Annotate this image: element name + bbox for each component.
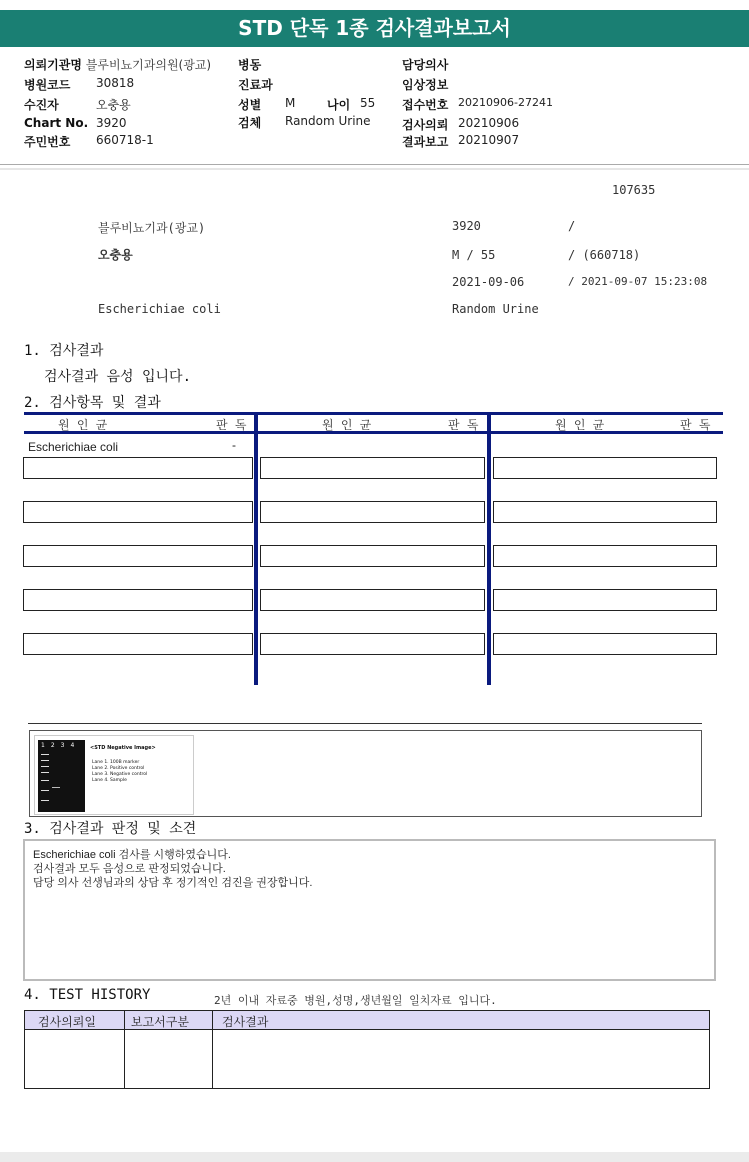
summary-chart: 3920	[452, 219, 481, 233]
chart-value: 3920	[96, 116, 127, 130]
summary-organism: Escherichiae coli	[98, 302, 221, 316]
result-cell	[260, 589, 485, 611]
gel-lane-3: 3	[60, 742, 71, 749]
col-result-1: 판 독	[216, 418, 247, 432]
id-value: 660718-1	[96, 133, 154, 147]
gel-band	[41, 754, 49, 755]
col-result-2: 판 독	[448, 418, 479, 432]
results-col-divider-1	[254, 412, 258, 685]
doctor-field	[402, 56, 448, 73]
gel-band	[52, 787, 60, 788]
history-col-result: 검사결과	[222, 1015, 269, 1029]
gel-legend-item: Lane 1. 100B marker	[92, 760, 140, 765]
results-header-rule	[24, 431, 723, 434]
institution-field	[24, 56, 211, 73]
specimen-value: Random Urine	[285, 114, 371, 128]
summary-patient: 오충용	[98, 248, 133, 262]
history-col-date: 검사의뢰일	[38, 1015, 96, 1029]
hospital-code-value: 30818	[96, 76, 135, 90]
result-cell	[260, 633, 485, 655]
results-col-divider-2	[487, 412, 491, 685]
gel-lane-4: 4	[70, 742, 81, 749]
summary-date-request: 2021-09-06	[452, 275, 525, 289]
sex-value: M	[285, 96, 296, 110]
dept-label: 진료과	[238, 78, 273, 92]
patient-label: 수진자	[24, 98, 59, 112]
history-body	[24, 1029, 710, 1089]
results-top-rule	[24, 412, 723, 415]
sex-label: 성별	[238, 98, 262, 112]
result-row-name: Escherichiae coli	[28, 440, 119, 454]
report-value: 20210907	[458, 133, 520, 147]
col-pathogen-3: 원 인 균	[555, 418, 605, 432]
opinion-line: 담당 의사 선생님과의 상담 후 정기적인 검진을 권장합니다.	[33, 877, 313, 889]
receipt-label: 접수번호	[402, 98, 449, 112]
section2-title: 2. 검사항목 및 결과	[24, 395, 161, 411]
result-cell	[260, 545, 485, 567]
section1-title: 1. 검사결과	[24, 343, 104, 359]
gel-legend	[92, 760, 147, 784]
report-number: 107635	[612, 183, 656, 197]
opinion-box	[23, 839, 716, 981]
col-pathogen-2: 원 인 균	[322, 418, 372, 432]
gel-lanes	[38, 740, 85, 812]
gel-legend-item: Lane 2. Positive control	[92, 766, 145, 771]
gel-lane-2: 2	[50, 742, 61, 749]
result-cell	[493, 633, 717, 655]
result-cell	[493, 457, 717, 479]
history-col-type: 보고서구분	[131, 1015, 189, 1029]
report-title: STD 단독 1종 검사결과보고서	[0, 10, 749, 47]
receipt-value: 20210906-27241	[458, 96, 553, 109]
chart-label: Chart No.	[24, 116, 89, 130]
gel-band	[41, 766, 49, 767]
result-cell	[23, 501, 253, 523]
age-label: 나이	[327, 98, 351, 112]
doctor-label: 담당의사	[402, 58, 449, 72]
section1-text: 검사결과 음성 입니다.	[44, 369, 192, 385]
gel-legend-item: Lane 4. Sample	[92, 778, 127, 783]
ward-field	[238, 56, 261, 73]
result-cell	[23, 589, 253, 611]
header-divider	[0, 164, 749, 165]
gel-divider	[28, 723, 702, 724]
gel-caption: <STD Negative Image>	[90, 745, 156, 751]
result-cell	[23, 633, 253, 655]
opinion-text	[25, 841, 714, 897]
result-cell	[260, 501, 485, 523]
opinion-line: Escherichiae coli 검사를 시행하였습니다.	[33, 849, 231, 861]
page-bottom-strip	[0, 1152, 749, 1162]
specimen-label: 검체	[238, 116, 262, 130]
institution-value: 블루비뇨기과의원(광교)	[85, 58, 212, 72]
gel-panel	[29, 730, 702, 817]
gel-band	[41, 800, 49, 801]
result-cell	[23, 545, 253, 567]
ward-label: 병동	[238, 58, 262, 72]
hospital-code-label: 병원코드	[24, 78, 71, 92]
age-value: 55	[360, 96, 376, 110]
history-col-divider	[212, 1010, 213, 1089]
gel-band	[41, 760, 49, 761]
gel-lane-labels	[41, 742, 80, 749]
hospital-code-field	[24, 76, 70, 93]
result-cell	[23, 457, 253, 479]
clinical-field	[402, 76, 448, 93]
result-cell	[260, 457, 485, 479]
header-divider-shadow	[0, 168, 749, 170]
result-cell	[493, 501, 717, 523]
section3-title: 3. 검사결과 판정 및 소견	[24, 821, 197, 837]
request-label: 검사의뢰	[402, 118, 449, 132]
request-value: 20210906	[458, 116, 520, 130]
gel-lane-1: 1	[41, 742, 51, 749]
summary-sex-age: M / 55	[452, 248, 496, 262]
clinical-label: 임상정보	[402, 78, 449, 92]
gel-band	[41, 780, 49, 781]
summary-specimen: Random Urine	[452, 302, 539, 316]
gel-legend-item: Lane 3. Negative control	[92, 772, 148, 777]
report-label: 결과보고	[402, 135, 449, 149]
gel-band	[41, 772, 49, 773]
history-header	[24, 1010, 710, 1030]
section4-note: 2년 이내 자료중 병원,성명,생년월일 일치자료 입니다.	[214, 994, 497, 1007]
result-row-value: -	[232, 438, 236, 452]
gel-band	[41, 790, 49, 791]
opinion-line: 검사결과 모두 음성으로 판정되었습니다.	[33, 863, 226, 875]
gel-image	[34, 735, 194, 815]
summary-birth: / (660718)	[568, 248, 641, 262]
institution-label: 의뢰기관명	[24, 58, 82, 72]
patient-value: 오충용	[96, 98, 131, 112]
history-col-divider	[124, 1010, 125, 1089]
col-result-3: 판 독	[680, 418, 711, 432]
summary-date-report: / 2021-09-07 15:23:08	[568, 275, 708, 288]
summary-institution: 블루비뇨기과(광교)	[98, 221, 206, 235]
result-cell	[493, 589, 717, 611]
result-cell	[493, 545, 717, 567]
id-label: 주민번호	[24, 135, 71, 149]
section4-title: 4. TEST HISTORY	[24, 987, 151, 1003]
dept-field	[238, 76, 273, 93]
summary-chart-suffix: /	[568, 219, 576, 233]
col-pathogen-1: 원 인 균	[58, 418, 108, 432]
